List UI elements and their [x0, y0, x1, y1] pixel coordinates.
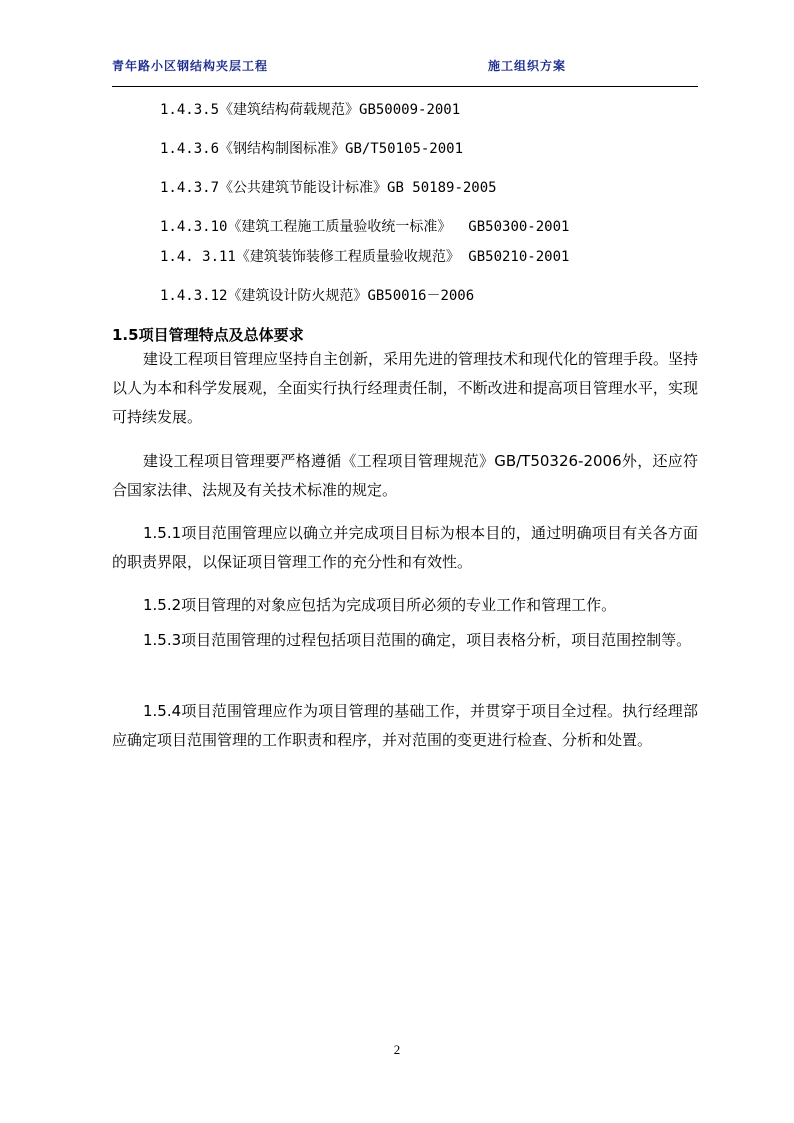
body-paragraph: 1.5.2项目管理的对象应包括为完成项目所必须的专业工作和管理工作。 — [143, 596, 617, 614]
standard-number: 1.4.3.10 — [160, 219, 228, 235]
standard-name: 《钢结构制图标准》 — [219, 141, 346, 157]
standard-code: GB/T50105-2001 — [345, 141, 464, 157]
standard-number: 1.4.3.6 — [160, 141, 220, 157]
body-paragraph: 1.5.1项目范围管理应以确立并完成项目目标为根本目的，通过明确项目有关各方面的职责界限，以保证项目管理工作的充分性和有效性。 — [112, 524, 698, 571]
section-heading: 1.5项目管理特点及总体要求 — [112, 326, 304, 344]
standard-code: GB50300-2001 — [451, 219, 570, 235]
standard-code: GB50009-2001 — [359, 102, 461, 118]
standard-number: 1.4. 3.11 — [160, 249, 236, 265]
body-paragraph: 1.5.3项目范围管理的过程包括项目范围的确定，项目表格分析，项目范围控制等。 — [143, 631, 692, 649]
body-paragraph: 建设工程项目管理应坚持自主创新，采用先进的管理技术和现代化的管理手段。坚持以人为本和科学发展观，全面实行执行经理责任制，不断改进和提高项目管理水平，实现可持续发展。 — [112, 350, 699, 426]
standard-name: 《建筑装饰装修工程质量验收规范》 — [235, 249, 460, 265]
standard-name: 《建筑结构荷载规范》 — [219, 102, 360, 118]
standard-item — [160, 217, 569, 237]
standard-item — [160, 178, 497, 198]
page-number: 2 — [393, 1042, 401, 1057]
standard-item — [160, 100, 460, 120]
header-project-name: 青年路小区钢结构夹层工程 — [112, 59, 269, 73]
standard-code: GB 50189-2005 — [387, 180, 497, 196]
standard-name: 《公共建筑节能设计标准》 — [219, 180, 388, 196]
standard-item — [160, 286, 474, 306]
standard-item — [160, 139, 463, 159]
standard-item — [160, 247, 569, 267]
standard-number: 1.4.3.7 — [160, 180, 220, 196]
page-header — [112, 54, 698, 87]
body-paragraph: 1.5.4项目范围管理应作为项目管理的基础工作，并贯穿于项目全过程。执行经理部应确定项目范围管理的工作职责和程序，并对范围的变更进行检查、分析和处置。 — [112, 702, 698, 749]
standard-number: 1.4.3.12 — [160, 288, 228, 304]
standard-code: GB50210-2001 — [459, 249, 570, 265]
header-document-type: 施工组织方案 — [488, 59, 567, 73]
standard-name: 《建筑工程施工质量验收统一标准》 — [227, 219, 452, 235]
standard-name: 《建筑设计防火规范》 — [227, 288, 368, 304]
standard-number: 1.4.3.5 — [160, 102, 220, 118]
body-paragraph: 建设工程项目管理要严格遵循《工程项目管理规范》GB/T50326-2006外，还应符合国家法律、法规及有关技术标准的规定。 — [112, 452, 698, 499]
standard-code: GB50016－2006 — [367, 288, 475, 304]
